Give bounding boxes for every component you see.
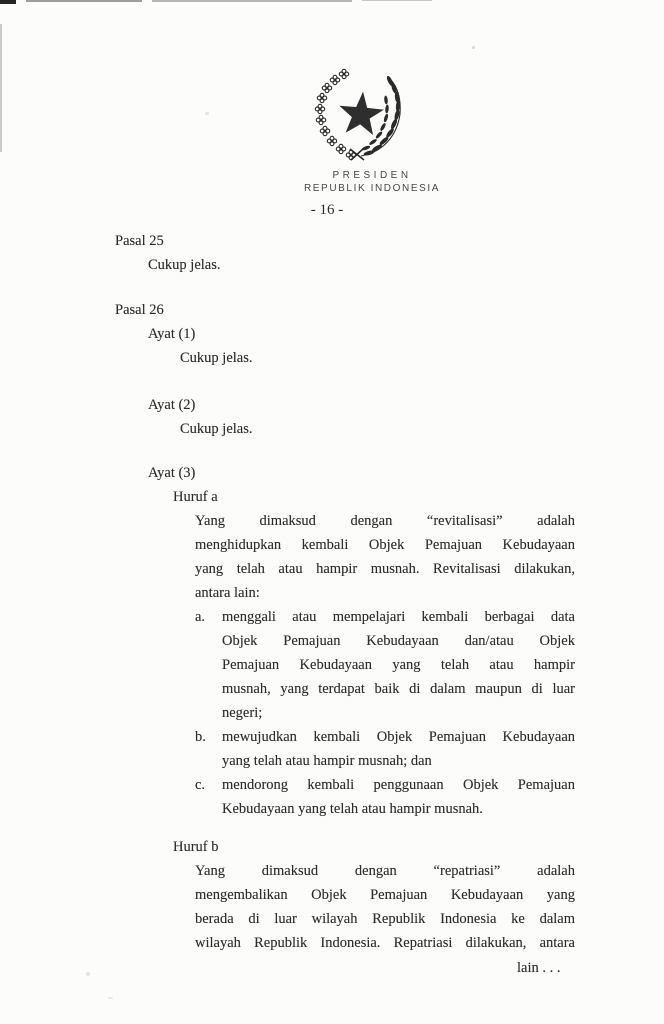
ayat-1-note: Cukup jelas.: [180, 350, 253, 366]
document-body: [115, 229, 575, 955]
list-item: [195, 725, 575, 773]
huruf-b-paragraph: [195, 859, 575, 955]
scan-speck: [205, 112, 209, 115]
scan-artifact-top-edge: [362, 0, 432, 1]
text-line: musnah, yang terdapat baik di dalam maupun di luar: [222, 681, 575, 697]
list-item: [195, 773, 575, 821]
list-marker: c.: [195, 777, 206, 793]
scan-speck: [472, 46, 475, 49]
list-item: [195, 605, 575, 725]
page-catchword: lain . . .: [517, 960, 561, 976]
scan-artifact-top-edge: [0, 0, 16, 4]
huruf-a-title: Huruf a: [173, 489, 218, 505]
scan-speck: [108, 997, 113, 999]
text-line: Yang dimaksud dengan “revitalisasi” adalah: [195, 513, 575, 529]
ayat-3-title: Ayat (3): [148, 465, 196, 481]
text-line: yang telah atau hampir musnah; dan: [222, 753, 432, 769]
text-line: yang telah atau hampir musnah. Revitalisasi dilakukan,: [195, 561, 575, 577]
ayat-1-title: Ayat (1): [148, 326, 196, 342]
scan-artifact-top-edge: [152, 0, 352, 2]
page-number: - 16 -: [310, 202, 344, 218]
pasal-25-title: Pasal 25: [115, 233, 164, 249]
text-line: Kebudayaan yang telah atau hampir musnah.: [222, 801, 483, 817]
text-line: mewujudkan kembali Objek Pemajuan Kebudayaan: [222, 729, 575, 745]
text-line: wilayah Republik Indonesia. Repatriasi dilakukan, antara: [195, 935, 575, 951]
list-marker: b.: [195, 729, 206, 745]
section-pasal-25: [115, 229, 575, 277]
text-line: mendorong kembali penggunaan Objek Pemajuan: [222, 777, 575, 793]
ayat-2-title: Ayat (2): [148, 397, 196, 413]
presidential-seal-icon: [303, 68, 415, 164]
pasal-26-title: Pasal 26: [115, 302, 164, 318]
section-pasal-26: [115, 298, 575, 955]
text-line: menggali atau mempelajari kembali berbagai data: [222, 609, 575, 625]
pasal-25-note: Cukup jelas.: [148, 257, 221, 273]
scan-speck: [86, 972, 90, 976]
scan-artifact-top-edge: [26, 0, 142, 2]
huruf-b-title: Huruf b: [173, 839, 219, 855]
list-marker: a.: [195, 609, 206, 625]
letterhead-authority-line2: REPUBLIK INDONESIA: [303, 183, 441, 194]
huruf-a-paragraph: [195, 509, 575, 605]
text-line: antara lain:: [195, 585, 260, 601]
text-line: mengembalikan Objek Pemajuan Kebudayaan yang: [195, 887, 575, 903]
text-line: Yang dimaksud dengan “repatriasi” adalah: [195, 863, 575, 879]
text-line: Objek Pemajuan Kebudayaan dan/atau Objek: [222, 633, 575, 649]
scan-artifact-left-edge: [0, 24, 2, 152]
text-line: negeri;: [222, 705, 263, 721]
letterhead-authority-line1: PRESIDEN: [332, 170, 412, 181]
ayat-2-note: Cukup jelas.: [180, 421, 253, 437]
huruf-a-list: [195, 605, 575, 821]
star-icon: [337, 90, 385, 136]
text-line: berada di luar wilayah Republik Indonesia ke dalam: [195, 911, 575, 927]
text-line: menghidupkan kembali Objek Pemajuan Kebudayaan: [195, 537, 575, 553]
text-line: Pemajuan Kebudayaan yang telah atau hampir: [222, 657, 575, 673]
